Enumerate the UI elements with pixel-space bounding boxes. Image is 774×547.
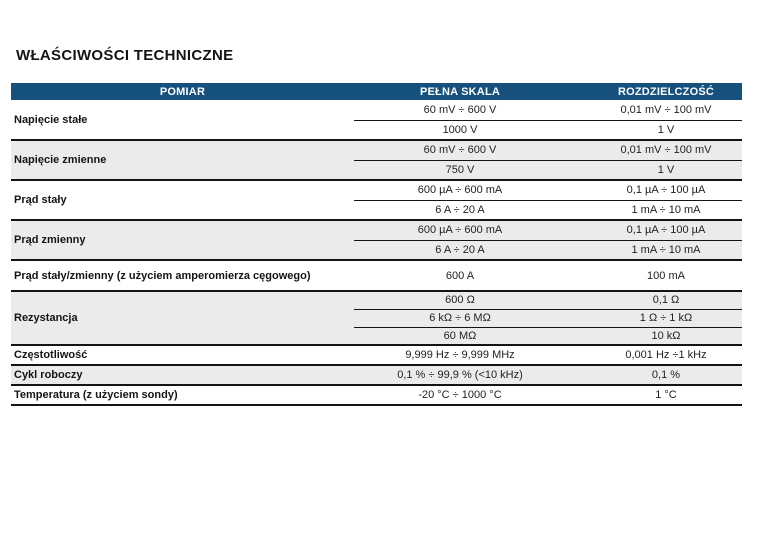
cell-resolution: 1 Ω ÷ 1 kΩ [566, 309, 742, 327]
cell-full-scale: 60 mV ÷ 600 V [354, 140, 566, 160]
row-label: Prąd zmienny [11, 220, 354, 260]
cell-resolution: 0,001 Hz ÷1 kHz [566, 345, 742, 365]
table-row [11, 260, 742, 291]
cell-full-scale: 750 V [354, 160, 566, 180]
page-title: WŁAŚCIWOŚCI TECHNICZNE [16, 47, 234, 64]
cell-resolution: 1 V [566, 160, 742, 180]
table-row [11, 291, 742, 309]
cell-resolution: 1 °C [566, 385, 742, 405]
table-row [11, 365, 742, 385]
table-row [11, 180, 742, 200]
row-label: Rezystancja [11, 291, 354, 345]
cell-resolution: 0,1 Ω [566, 291, 742, 309]
cell-resolution: 0,01 mV ÷ 100 mV [566, 140, 742, 160]
cell-full-scale: 6 A ÷ 20 A [354, 240, 566, 260]
cell-full-scale: 600 µA ÷ 600 mA [354, 220, 566, 240]
table-row [11, 100, 742, 120]
cell-full-scale: 9,999 Hz ÷ 9,999 MHz [354, 345, 566, 365]
cell-full-scale: 6 A ÷ 20 A [354, 200, 566, 220]
row-label: Napięcie zmienne [11, 140, 354, 180]
table-body [11, 100, 742, 405]
table-row [11, 345, 742, 365]
cell-full-scale: 1000 V [354, 120, 566, 140]
cell-full-scale: 60 MΩ [354, 327, 566, 345]
column-header-pomiar: POMIAR [11, 83, 354, 100]
cell-resolution: 1 mA ÷ 10 mA [566, 200, 742, 220]
cell-resolution: 100 mA [566, 260, 742, 291]
row-label: Prąd stały [11, 180, 354, 220]
cell-full-scale: 600 A [354, 260, 566, 291]
table-row [11, 220, 742, 240]
specs-table [11, 83, 742, 406]
page [0, 47, 774, 406]
cell-resolution: 0,1 µA ÷ 100 µA [566, 180, 742, 200]
cell-resolution: 0,1 % [566, 365, 742, 385]
table-row [11, 140, 742, 160]
cell-full-scale: -20 °C ÷ 1000 °C [354, 385, 566, 405]
cell-full-scale: 0,1 % ÷ 99,9 % (<10 kHz) [354, 365, 566, 385]
column-header-rozdzielczosc: ROZDZIELCZOŚĆ [566, 83, 742, 100]
cell-resolution: 0,1 µA ÷ 100 µA [566, 220, 742, 240]
cell-full-scale: 600 Ω [354, 291, 566, 309]
cell-resolution: 0,01 mV ÷ 100 mV [620, 103, 712, 116]
cell-full-scale: 60 mV ÷ 600 V [423, 103, 497, 116]
row-label: Cykl roboczy [11, 365, 354, 385]
cell-resolution: 1 V [566, 120, 742, 140]
cell-full-scale: 6 kΩ ÷ 6 MΩ [354, 309, 566, 327]
row-label: Prąd stały/zmienny (z użyciem amperomierza cęgowego) [11, 260, 354, 291]
row-label: Temperatura (z użyciem sondy) [11, 385, 354, 405]
table-header [11, 83, 742, 100]
row-label: Napięcie stałe [14, 113, 88, 126]
column-header-pelna-skala: PEŁNA SKALA [354, 83, 566, 100]
cell-full-scale: 600 µA ÷ 600 mA [354, 180, 566, 200]
row-label: Częstotliwość [11, 345, 354, 365]
table-row [11, 385, 742, 405]
cell-resolution: 1 mA ÷ 10 mA [566, 240, 742, 260]
cell-resolution: 10 kΩ [566, 327, 742, 345]
table-header-row [11, 83, 742, 100]
